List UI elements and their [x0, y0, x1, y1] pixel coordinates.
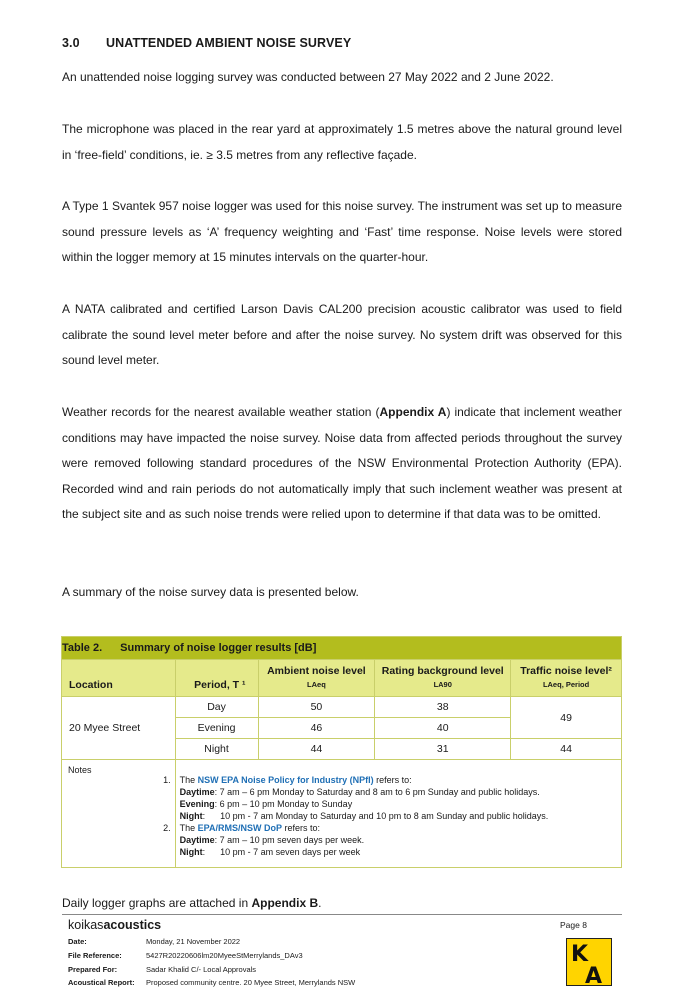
paragraph-weather [62, 400, 622, 528]
cell-rating: 38 [375, 697, 511, 718]
note-1 [155, 774, 617, 786]
footer-acoustical-report-value: Proposed community centre. 20 Myee Street, Merrylands NSW [146, 978, 356, 987]
brand-koikas: koikas [68, 918, 104, 932]
note-2-night-label: Night [179, 847, 203, 857]
table-caption-title: Summary of noise logger results [dB] [120, 642, 317, 654]
table-header-row [62, 660, 622, 697]
table-caption-row [62, 637, 622, 660]
note-2-number: 2. [163, 823, 171, 833]
koikas-logo-icon [566, 938, 612, 986]
footer-prepared-for-value: Sadar Khalid C/- Local Approvals [146, 965, 257, 974]
note-2-pre: The [179, 823, 198, 833]
header-traffic [511, 660, 622, 697]
footer-date [68, 937, 240, 946]
epa-rms-dop-link[interactable]: EPA/RMS/NSW DoP [197, 823, 282, 833]
page-number: Page 8 [560, 920, 587, 930]
paragraph-summary-intro: A summary of the noise survey data is presented below. [62, 585, 359, 599]
notes-label: Notes [62, 760, 176, 868]
note-2-post: refers to: [281, 823, 320, 833]
footer-prepared-for [68, 965, 256, 974]
logo-letter-k: K [571, 942, 589, 967]
header-rating-unit: LA90 [433, 680, 452, 689]
note-2-daytime-text: : 7 am – 10 pm seven days per week. [214, 835, 365, 845]
section-number: 3.0 [62, 36, 80, 50]
note-2-night [180, 846, 617, 858]
cell-rating: 40 [375, 718, 511, 739]
cell-location: 20 Myee Street [62, 697, 176, 760]
cell-rating: 31 [375, 739, 511, 760]
note-1-post: refers to: [373, 775, 412, 785]
cell-ambient: 50 [258, 697, 375, 718]
header-period: Period, T ¹ [175, 660, 258, 697]
footer-prepared-for-label: Prepared For: [68, 965, 118, 974]
note-1-night-label: Night [179, 811, 203, 821]
note-1-pre: The [179, 775, 198, 785]
noise-results-table [61, 636, 622, 868]
appendix-a-ref: Appendix A [379, 405, 447, 419]
note-2-night-text: : 10 pm - 7 am seven days per week [202, 847, 361, 857]
footer-date-label: Date: [68, 937, 87, 946]
cell-ambient: 44 [258, 739, 375, 760]
footer-acoustical-report-label: Acoustical Report: [68, 978, 135, 987]
note-2 [155, 822, 617, 834]
note-1-daytime-label: Daytime [179, 787, 215, 797]
footer-divider [62, 914, 622, 915]
footer-file-reference [68, 951, 303, 960]
cell-period: Night [175, 739, 258, 760]
cell-period: Evening [175, 718, 258, 739]
footer-acoustical-report [68, 978, 355, 987]
note-1-evening [180, 798, 617, 810]
header-ambient-unit: LAeq [307, 680, 326, 689]
table-row [62, 697, 622, 718]
table-notes-row [62, 760, 622, 868]
footer-brand [68, 918, 161, 932]
header-location: Location [62, 660, 176, 697]
cell-traffic-day-evening: 49 [511, 697, 622, 739]
appendix-b-ref: Appendix B [251, 896, 319, 910]
header-ambient-label: Ambient noise level [267, 665, 366, 677]
logo-letter-a: A [585, 964, 603, 985]
cell-period: Day [175, 697, 258, 718]
paragraph-microphone: The microphone was placed in the rear yard at approximately 1.5 metres above the natural ground level in ‘free-field’ conditions, ie. ≥ 3.5 metres from any reflective façade. [62, 122, 622, 162]
section-title: UNATTENDED AMBIENT NOISE SURVEY [106, 36, 352, 50]
appendix-b-period: . [318, 896, 322, 910]
header-traffic-unit: LAeq, Period [542, 680, 590, 689]
note-1-evening-label: Evening [179, 799, 215, 809]
header-rating-label: Rating background level [381, 665, 504, 677]
note-1-night [180, 810, 617, 822]
footer-file-reference-value: 5427R20220606lm20MyeeStMerrylands_DAv3 [146, 951, 303, 960]
footer-date-value: Monday, 21 November 2022 [146, 937, 241, 946]
note-2-daytime-label: Daytime [179, 835, 215, 845]
paragraph-appendix-b [62, 891, 622, 917]
cell-ambient: 46 [258, 718, 375, 739]
note-1-daytime-text: : 7 am – 6 pm Monday to Saturday and 8 am to 6 pm Sunday and public holidays. [214, 787, 540, 797]
header-traffic-label: Traffic noise level² [520, 665, 612, 677]
header-rating [375, 660, 511, 697]
appendix-b-text: Daily logger graphs are attached in [62, 896, 252, 910]
weather-text-a: Weather records for the nearest available weather station ( [62, 405, 380, 419]
ka-logo-graphic [567, 939, 611, 985]
paragraph-survey-dates: An unattended noise logging survey was conducted between 27 May 2022 and 2 June 2022. [62, 70, 554, 84]
paragraph-calibration: A NATA calibrated and certified Larson Davis CAL200 precision acoustic calibrator was used to field calibrate the sound level meter before and after the noise survey. No system drift was observed for this sound level meter. [62, 302, 622, 368]
table-caption [62, 637, 622, 660]
table-caption-label: Table 2. [62, 642, 103, 654]
note-1-daytime [180, 786, 617, 798]
npfi-link[interactable]: NSW EPA Noise Policy for Industry (NPfI) [197, 775, 374, 785]
footer-file-reference-label: File Reference: [68, 951, 122, 960]
section-heading [62, 36, 351, 50]
weather-text-b: ) indicate that inclement weather conditions may have impacted the noise survey. Noise data from affected periods throughout the survey were removed following standard procedures of the NSW Environmental Protection Authority (EPA). Recorded wind and rain periods do not automatically imply that such inclement weather was present at the subject site and as such noise trends were relied upon to determine if that data was to be omitted. [62, 405, 622, 522]
cell-traffic-night: 44 [511, 739, 622, 760]
note-1-night-text: : 10 pm - 7 am Monday to Saturday and 10 pm to 8 am Sunday and public holidays. [202, 811, 549, 821]
note-2-daytime [180, 834, 617, 846]
notes-content [163, 760, 621, 868]
note-1-evening-text: : 6 pm – 10 pm Monday to Sunday [214, 799, 353, 809]
header-ambient [258, 660, 375, 697]
note-1-number: 1. [163, 775, 171, 785]
brand-acoustics: acoustics [103, 918, 162, 932]
paragraph-logger: A Type 1 Svantek 957 noise logger was used for this noise survey. The instrument was set up to measure sound pressure levels as ‘A’ frequency weighting and ‘Fast’ time response. Noise levels were stored within the logger memory at 15 minutes intervals on the quarter-hour. [62, 199, 622, 265]
